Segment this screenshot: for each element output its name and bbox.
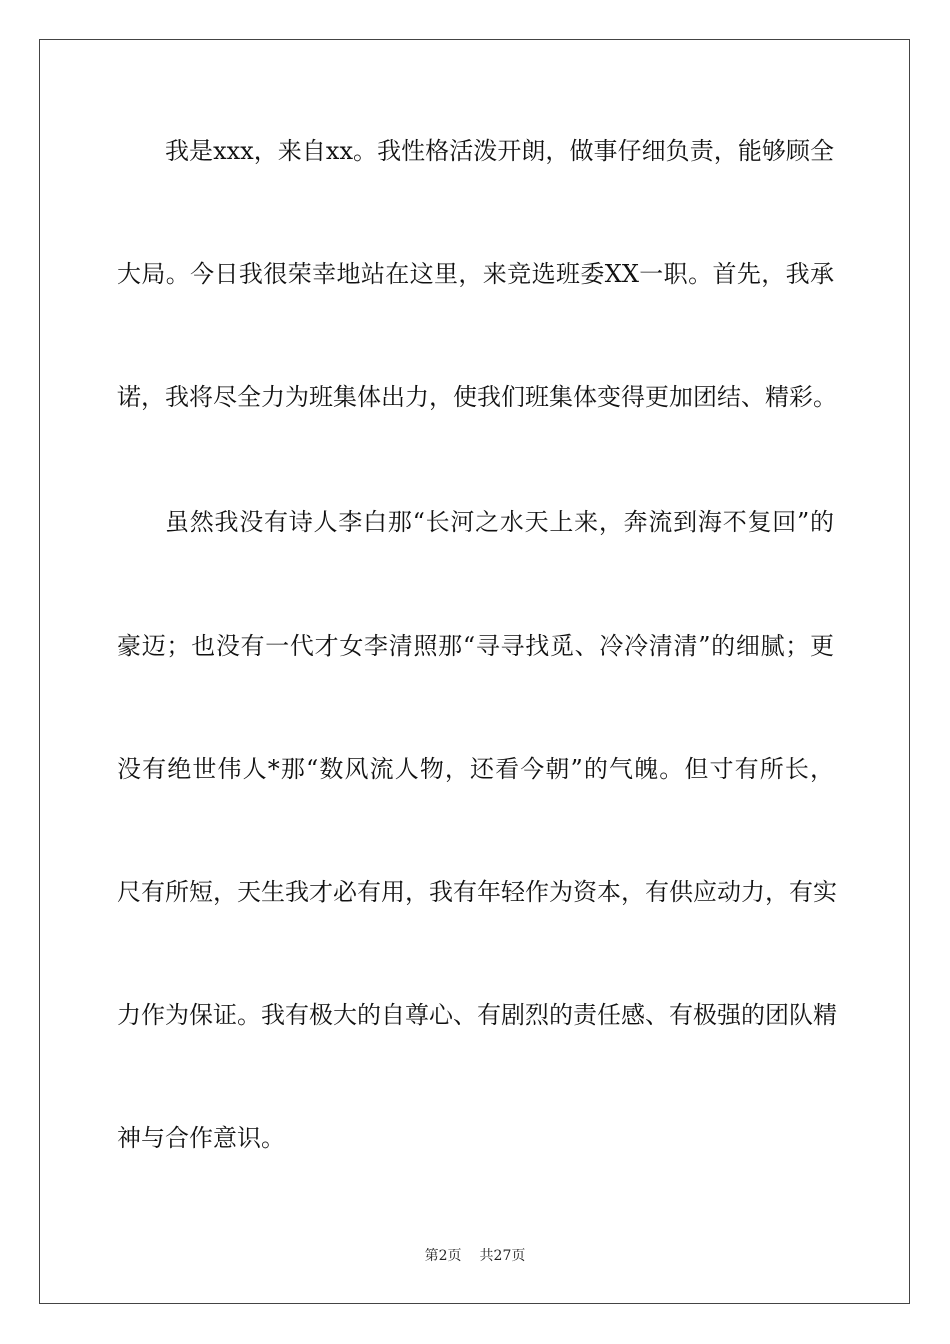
paragraph-1-line-2: 大局。今日我很荣幸地站在这里，来竞选班委XX一职。首先，我承 [117, 260, 834, 288]
paragraph-2-line-1: 虽然我没有诗人李白那“长河之水天上来，奔流到海不复回”的 [165, 508, 834, 536]
paragraph-2-line-4: 尺有所短，天生我才必有用，我有年轻作为资本，有供应动力，有实 [117, 878, 837, 906]
page-footer [0, 1245, 950, 1267]
page-border [39, 39, 910, 1304]
paragraph-2-line-3: 没有绝世伟人*那“数风流人物，还看今朝”的气魄。但寸有所长， [117, 755, 834, 783]
paragraph-2-line-6: 神与合作意识。 [117, 1124, 285, 1152]
total-pages: 共27页 [479, 1248, 526, 1264]
page-number: 第2页 [424, 1248, 462, 1264]
paragraph-2-line-5: 力作为保证。我有极大的自尊心、有剧烈的责任感、有极强的团队精 [117, 1001, 837, 1029]
paragraph-2-line-2: 豪迈；也没有一代才女李清照那“寻寻找觅、冷冷清清”的细腻；更 [117, 632, 834, 660]
paragraph-1-line-1: 我是xxx，来自xx。我性格活泼开朗，做事仔细负责，能够顾全 [165, 137, 834, 165]
paragraph-1-line-3: 诺，我将尽全力为班集体出力，使我们班集体变得更加团结、精彩。 [117, 383, 837, 411]
